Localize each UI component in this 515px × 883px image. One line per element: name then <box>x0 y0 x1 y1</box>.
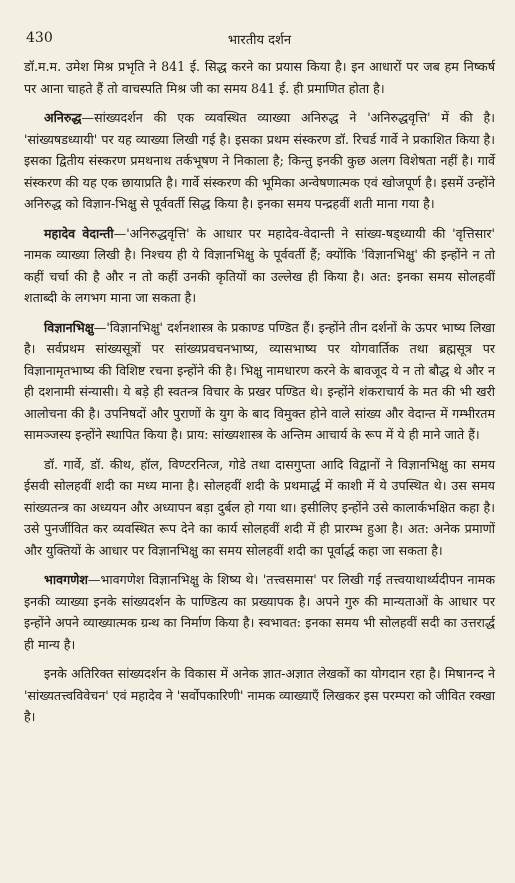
paragraph-text: डॉ.म.म. उमेश मिश्र प्रभृति ने 841 ई. सिद्ध करने का प्रयास किया है। इन आधारों पर जब हम निष्कर्ष पर आना चाहते हैं तो वाचस्पति मिश्र जी का समय 841 ई. ही प्रमाणित होता है। <box>24 59 495 96</box>
paragraph-scholars-dating <box>24 454 495 562</box>
paragraph-term: महादेव वेदान्ती <box>44 225 114 241</box>
paragraph-term: अनिरुद्ध <box>44 110 82 125</box>
running-head: भारतीय दर्शन <box>227 33 292 48</box>
page-number: 430 <box>26 30 53 46</box>
paragraph-term: विज्ञानभिक्षु <box>44 319 94 335</box>
paragraph-text: —'अनिरुद्धवृत्ति' के आधार पर महादेव-वेदान्ती ने सांख्य-षड्ध्यायी की 'वृत्तिसार' नामक व्याख्या लिखी है। निश्चय ही ये विज्ञानभिक्षु के पूर्ववर्ती हैं; क्योंकि 'विज्ञानभिक्षु' की इन्होंने न तो कहीं चर्चा की है और न तो कहीं उनकी कृतियों का उल्लेख ही किया है। अत: इनका समय सोलहवीं शताब्दी के लगभग माना जा सकता है। <box>24 225 495 305</box>
paragraph-aniruddha <box>24 107 495 215</box>
paragraph-text: —सांख्यदर्शन की एक व्यवस्थित व्याख्या अनिरुद्ध ने 'अनिरुद्धवृत्ति' में की है। 'सांख्यषडध्यायी' पर यह व्याख्या लिखी गई है। इसका प्रथम संस्करण डॉ. रिचर्ड गार्वे ने प्रकाशित किया है। इसका द्वितीय संस्करण प्रमथनाथ तर्कभूषण ने निकाला है; किन्तु इनकी कुछ अलग विशेषता नहीं है। गार्वे संस्करण की यह एक छायाप्रति है। गार्वे संस्करण की भूमिका अन्वेषणात्मक एवं खोजपूर्ण है। इसमें उन्होंने अनिरुद्ध को विज्ञान-भिक्षु से पूर्ववर्ती सिद्ध किया है। इनका समय पन्द्रहवीं शती माना गया है। <box>24 110 495 211</box>
paragraph-other-authors <box>24 663 495 728</box>
paragraph-vijnanabhikshu <box>24 317 495 446</box>
paragraph-bhavaganesha <box>24 569 495 655</box>
paragraph-mahadeva-vedanti <box>24 223 495 309</box>
paragraph-text: डॉ. गार्वे, डॉ. कीथ, हॉल, विण्टरनित्ज, गोडे तथा दासगुप्ता आदि विद्वानों ने विज्ञानभिक्षु का समय ईसवी सोलहवीं शदी का मध्य माना है। सोलहवीं शदी के प्रथमार्द्ध में काशी में ये उपस्थित थे। उस समय सांख्यतन्त्र का अध्ययन और अध्यापन बड़ा दुर्बल हो गया था। इसीलिए इन्होंने उसे कालार्कभक्षित कहा है। उसे पुनर्जीवित कर व्यवस्थित रूप देने का कार्य सोलहवीं शदी में ही प्रारम्भ हुआ है। अत: अनेक प्रमाणों और युक्तियों के आधार पर विज्ञानभिक्षु का समय सोलहवीं शदी का पूर्वार्द्ध कहा जा सकता है। <box>24 456 495 558</box>
paragraph-text: इनके अतिरिक्त सांख्यदर्शन के विकास में अनेक ज्ञात-अज्ञात लेखकों का योगदान रहा है। मिषानन्द ने 'सांख्यतत्त्वविवेचन' एवं महादेव ने 'सर्वोपकारिणी' नामक व्याख्याएँ लिखकर इस परम्परा को जीवित रक्खा है। <box>24 666 495 724</box>
paragraph-text: —'विज्ञानभिक्षु' दर्शनशास्त्र के प्रकाण्ड पण्डित हैं। इन्होंने तीन दर्शनों के ऊपर भाष्य लिखा है। सर्वप्रथम सांख्यसूत्रों पर सांख्यप्रवचनभाष्य, व्यासभाष्य पर योगवार्तिक तथा ब्रह्मसूत्र पर विज्ञानामृतभाष्य की विशिष्ट रचना इन्होंने की है। भिक्षु नामधारण करने के बावजूद ये न तो बौद्ध थे और न ही दशनामी संन्यासी। ये बड़े ही स्वतन्त्र विचार के प्रखर पण्डित थे। इन्होंने शंकराचार्य के मत की भी खरी आलोचना की है। उपनिषदों और पुराणों के युग के बाद विमुक्त होने वाले सांख्य और वेदान्त में गम्भीरतम सामञ्जस्य इन्होंने स्थापित किया है। प्राय: सांख्यशास्त्र के अन्तिम आचार्य के रूप में ये ही माने जाते हैं। <box>24 319 495 442</box>
page-header <box>24 26 495 56</box>
paragraph-text: —भावगणेश विज्ञानभिक्षु के शिष्य थे। 'तत्त्वसमास' पर लिखी गई तत्त्वयाथार्थ्यदीपन नामक इनकी व्याख्या इनके सांख्यदर्शन के पाण्डित्य का प्रख्यापक है। अपने गुरु की मान्यताओं के आधार पर इन्होंने अपने व्याख्यात्मक ग्रन्थ का निर्माण किया है। स्वभावत: इनका समय भी सोलहवीं सदी का उत्तरार्द्ध ही मान्य है। <box>24 572 495 652</box>
paragraph-term: भावगणेश <box>44 572 88 587</box>
paragraph-1 <box>24 56 495 99</box>
